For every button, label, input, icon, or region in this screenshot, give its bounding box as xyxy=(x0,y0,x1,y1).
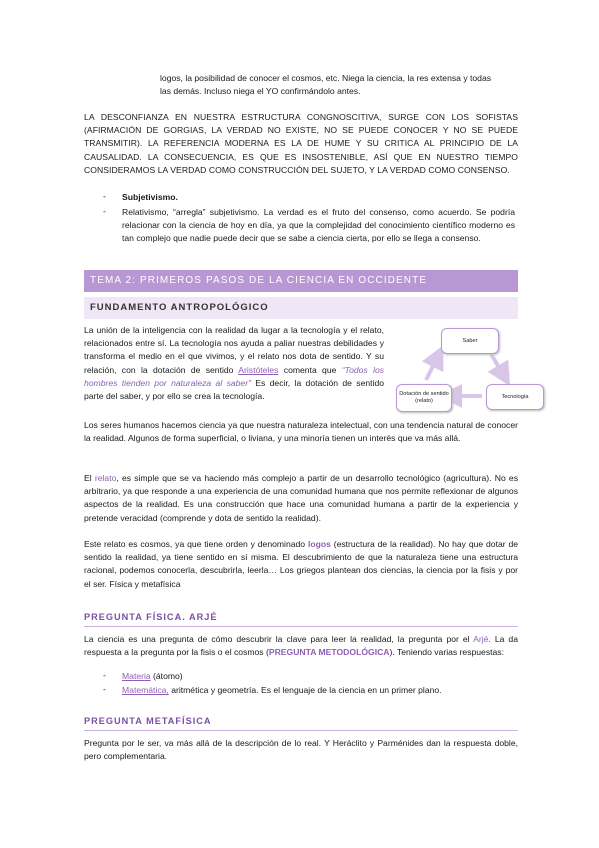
node-tecnologia: Tecnología xyxy=(486,384,544,410)
list-item-matematica: Matemática, aritmética y geometría. Es el lenguaje de la ciencia en un primer plano. xyxy=(122,685,442,695)
tag-pregunta-metodologica: PREGUNTA METODOLÓGICA xyxy=(268,647,390,658)
quote-aristoteles: “Todos los hombres tienden por naturaleza al saber” xyxy=(84,364,385,388)
node-dotacion: Dotación de sentido (relato) xyxy=(396,384,452,412)
intro-line-1: logos, la posibilidad de conocer el cosmos, etc. Niega la ciencia, la res extensa y todas xyxy=(160,73,492,83)
paragraph-fisica: La ciencia es una pregunta de cómo descubrir la clave para leer la realidad, la pregunta por el Arjé. La da respuesta a la pregunta por la fisis o el cosmos (PREGUNTA METODOLÓGICA). Teniendo varias respuestas: xyxy=(84,634,518,658)
term-relato: relato xyxy=(94,473,117,483)
list-item-relativismo: Relativismo, “arregla” subjetivismo. La verdad es el fruto del consenso, como acuerdo. Se podría relacionar con la ciencia de hoy en día, ya que la complejidad del conocimiento científico moderno es tan complejo que nadie puede decir que se sabe a ciencia cierta, por ello se llega a consenso. xyxy=(122,207,515,244)
desconfianza-paragraph: LA DESCONFIANZA EN NUESTRA ESTRUCTURA CONGNOSCITIVA, SURGE CON LOS SOFISTAS (AFIRMACIÓN DE GORGIAS, LA VERDAD NO EXISTE, NO SE PUEDE CONOCER Y NO SE PUEDE TRANSMITIR). LA REFERENCIA MODERNA ES LA DE HUME Y SU CRITICA AL PRINCIPIO DE LA CAUSALIDAD. LA CONSECUENCIA, ES QUE ES INSOSTENIBLE, ASÍ QUE EN NUESTRO TIEMPO CONSIDERAMOS LA VERDAD COMO CONSTRUCCIÓN DEL SUJETO, Y LA VERDAD COMO CONSENSO. xyxy=(84,112,518,175)
bullet: - xyxy=(103,191,106,201)
subheading-pregunta-fisica: PREGUNTA FÍSICA. ARJÉ xyxy=(84,612,518,627)
bullet: - xyxy=(103,670,106,680)
bullet: - xyxy=(103,684,106,694)
section-heading-tema2: TEMA 2: PRIMEROS PASOS DE LA CIENCIA EN OCCIDENTE xyxy=(84,270,518,292)
term-arje: Arjé xyxy=(473,634,489,644)
link-aristoteles[interactable]: Aristóteles xyxy=(238,364,279,375)
paragraph-seres: Los seres humanos hacemos ciencia ya que nuestra naturaleza intelectual, con una tendencia natural de conocer la realidad. Algunos de forma superficial, o liviana, y una minoría tienen un interés que va más allá. xyxy=(84,420,518,444)
link-materia[interactable]: Materia xyxy=(122,671,151,681)
term-logos: logos xyxy=(307,539,331,549)
paragraph-cosmos: Este relato es cosmos, ya que tiene orden y denominado logos (estructura de la realidad). No hay que dotar de sentido la realidad, ya tiene sentido en sí misma. El descubrimiento de que la naturaleza tiene una estructura racional, podemos conocerla, descubrirla, leerla… Los griegos plantean dos ciencias, la ciencia por la fisis y por el ser. Física y metafísica xyxy=(84,539,519,589)
bullet: - xyxy=(103,206,106,216)
arrow-dotacion-saber xyxy=(426,356,438,380)
paragraph-metafisica: Pregunta por le ser, va más allá de la descripción de lo real. Y Heráclito y Parménides dan la respuesta doble, pero complementaria. xyxy=(84,738,518,762)
list-item-materia: Materia (átomo) xyxy=(122,671,183,681)
node-saber: Saber xyxy=(441,328,499,354)
paragraph-relato: El relato, es simple que se va haciendo más complejo a partir de un desarrollo tecnológico (agricultura). No es arbitrario, ya que responde a una experiencia de una comunidad humana que nos permite reflexionar de algunos aspectos de la realidad. Es una construcción que hace una comunidad humana a partir de la experiencia y pretende veracidad (comprende y dota de sentido la realidad). xyxy=(84,473,519,523)
subheading-fundamento: FUNDAMENTO ANTROPOLÓGICO xyxy=(84,297,518,319)
list-item-subjetivismo: Subjetivismo. xyxy=(122,192,178,202)
subheading-pregunta-metafisica: PREGUNTA METAFÍSICA xyxy=(84,716,518,731)
link-matematica[interactable]: Matemática, xyxy=(122,685,169,695)
intro-line-2: las demás. Incluso niega el YO confirmándolo antes. xyxy=(160,86,361,96)
paragraph-union: La unión de la inteligencia con la realidad da lugar a la tecnología y el relato, relacionados entre sí. La tecnología nos ayuda a paliar nuestras debilidades y transforma el medio en el que vivimos, y el relato nos dota de sentido. Y su relación, con la dotación de sentido Aristóteles comenta que “Todos los hombres tienden por naturaleza al saber” Es decir, la dotación de sentido parte del saber, y por ello se crea la tecnología. xyxy=(84,325,385,402)
cycle-diagram xyxy=(396,322,546,412)
arrow-saber-tecnologia xyxy=(491,354,504,376)
